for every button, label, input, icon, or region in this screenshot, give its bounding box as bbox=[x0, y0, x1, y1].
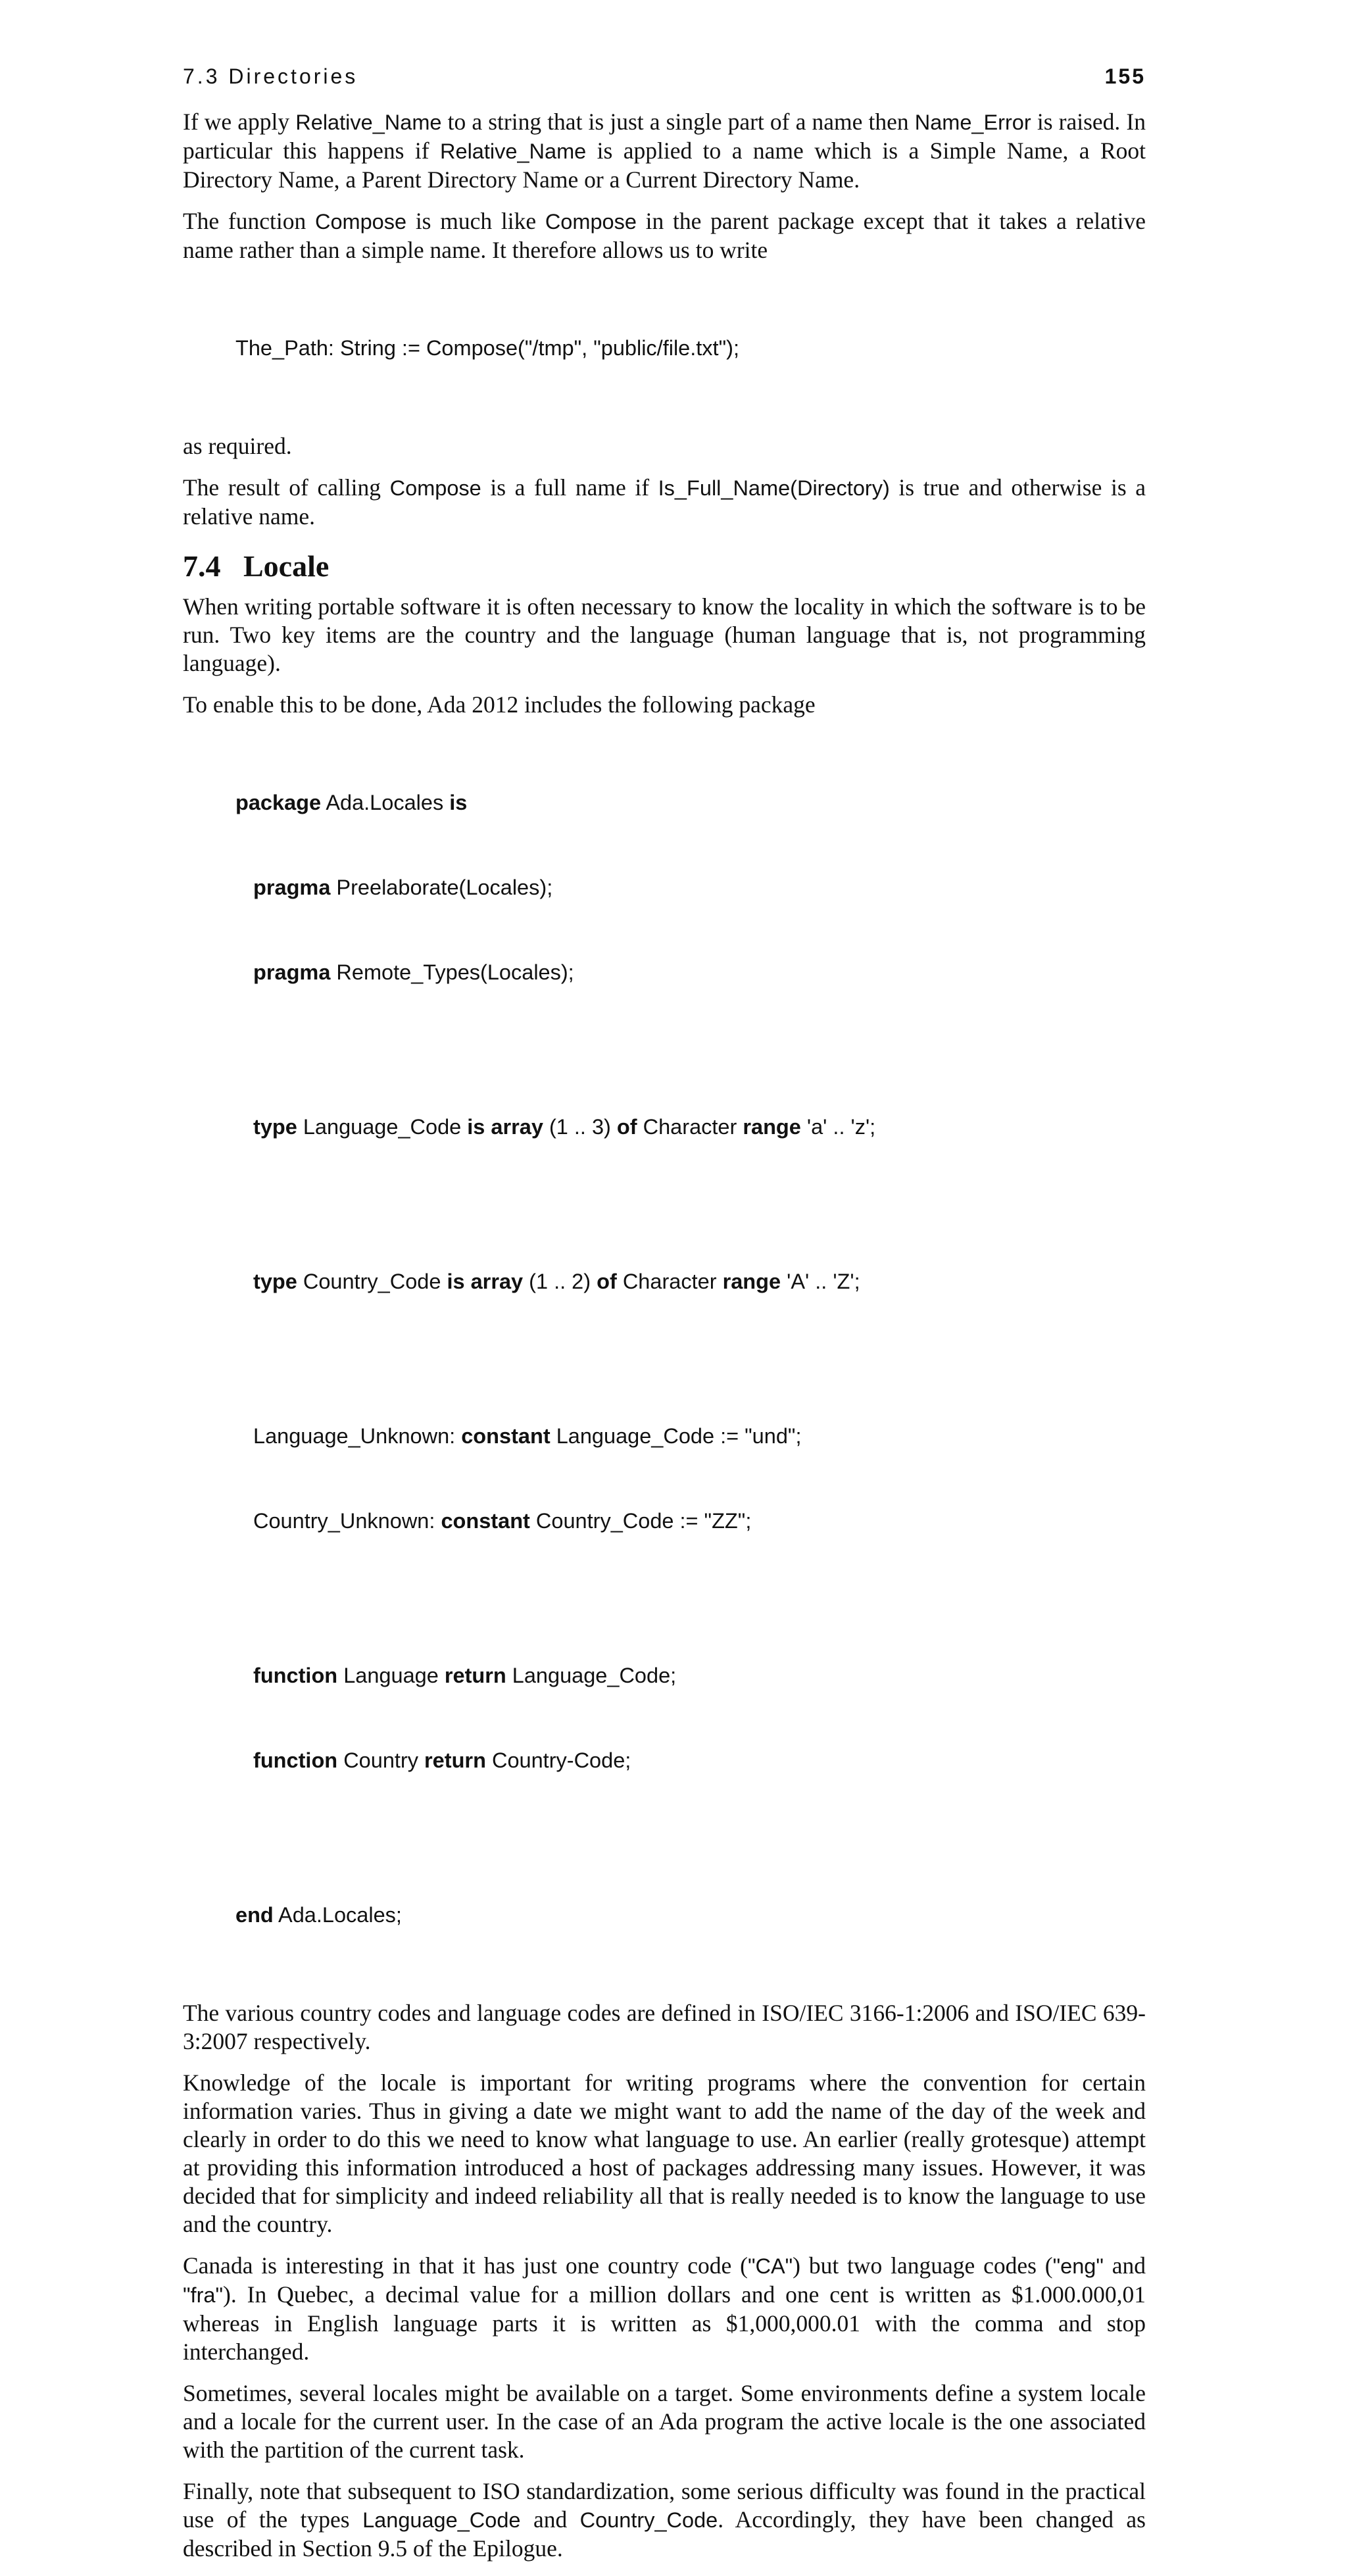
paragraph-compose: The function Compose is much like Compose in the parent package except that it takes a relative name rather than a simple name. It therefore allows us to write bbox=[183, 208, 1146, 263]
page-number: 155 bbox=[1104, 64, 1146, 88]
code-line: Country_Unknown: constant Country_Code := "ZZ"; bbox=[253, 1509, 752, 1533]
section-title: Locale bbox=[243, 549, 330, 583]
code-example-compose bbox=[235, 278, 1146, 419]
running-head bbox=[183, 61, 1146, 93]
document-page bbox=[183, 61, 1146, 2576]
paragraph-iso-codes: The various country codes and language codes are defined in ISO/IEC 3166-1:2006 and ISO/IEC 639-3:2007 respectively. bbox=[183, 2000, 1146, 2054]
code-line: type Language_Code is array (1 .. 3) of Character range 'a' .. 'z'; bbox=[253, 1115, 876, 1139]
code-line: type Country_Code is array (1 .. 2) of Character range 'A' .. 'Z'; bbox=[253, 1270, 860, 1293]
paragraph-knowledge: Knowledge of the locale is important for writing programs where the convention for certain information varies. Thus in giving a date we might want to add the name of the day of the week and clearly in order to do this we need to know what language to use. An earlier (really grotesque) attempt at providing this information introduced a host of packages addressing many issues. However, it was decided that for simplicity and indeed reliability all that is really needed is to know the language to use and the country. bbox=[183, 2069, 1146, 2237]
section-number: 7.4 bbox=[183, 549, 221, 583]
code-line: pragma Preelaborate(Locales); bbox=[253, 876, 553, 899]
code-line: package Ada.Locales is bbox=[235, 791, 468, 814]
running-head-section: 7.3 Directories bbox=[183, 64, 358, 88]
code-line: function Country return Country-Code; bbox=[253, 1748, 631, 1772]
paragraph-enable: To enable this to be done, Ada 2012 includes the following package bbox=[183, 691, 816, 718]
paragraph-portable-software: When writing portable software it is often necessary to know the locality in which the software is to be run. Two key items are the country and the language (human language that is, not programming language). bbox=[183, 593, 1146, 676]
code-line: end Ada.Locales; bbox=[235, 1903, 402, 1927]
paragraph-finally: Finally, note that subsequent to ISO standardization, some serious difficulty was found in the practical use of the types Language_Code and Country_Code. Accordingly, they have been changed as described in Section 9.5 of the Epilogue. bbox=[183, 2478, 1146, 2562]
code-line: The_Path: String := Compose("/tmp", "public/file.txt"); bbox=[235, 336, 739, 360]
code-block-ada-locales bbox=[235, 732, 1146, 1986]
paragraph-several-locales: Sometimes, several locales might be available on a target. Some environments define a system locale and a locale for the current user. In the case of an Ada program the active locale is the one associated with the partition of the current task. bbox=[183, 2380, 1146, 2463]
code-line: Language_Unknown: constant Language_Code := "und"; bbox=[253, 1424, 802, 1448]
code-line: pragma Remote_Types(Locales); bbox=[253, 960, 574, 984]
paragraph-as-required: as required. bbox=[183, 433, 292, 459]
paragraph-compose-result: The result of calling Compose is a full name if Is_Full_Name(Directory) is true and otherwise is a relative name. bbox=[183, 474, 1146, 530]
paragraph-relative-name: If we apply Relative_Name to a string that is just a single part of a name then Name_Error is raised. In particular this happens if Relative_Name is applied to a name which is a Simple Name, a Root Directory Name, a Parent Directory Name or a Current Directory Name. bbox=[183, 109, 1146, 193]
section-heading-locale bbox=[183, 549, 1146, 583]
code-line: function Language return Language_Code; bbox=[253, 1664, 677, 1687]
paragraph-canada: Canada is interesting in that it has just one country code ("CA") but two language codes ("eng" and "fra"). In Quebec, a decimal value for a million dollars and one cent is written as $1.000.000,01 whereas in English language parts it is written as $1,000,000.01 with the comma and stop interchanged. bbox=[183, 2252, 1146, 2365]
